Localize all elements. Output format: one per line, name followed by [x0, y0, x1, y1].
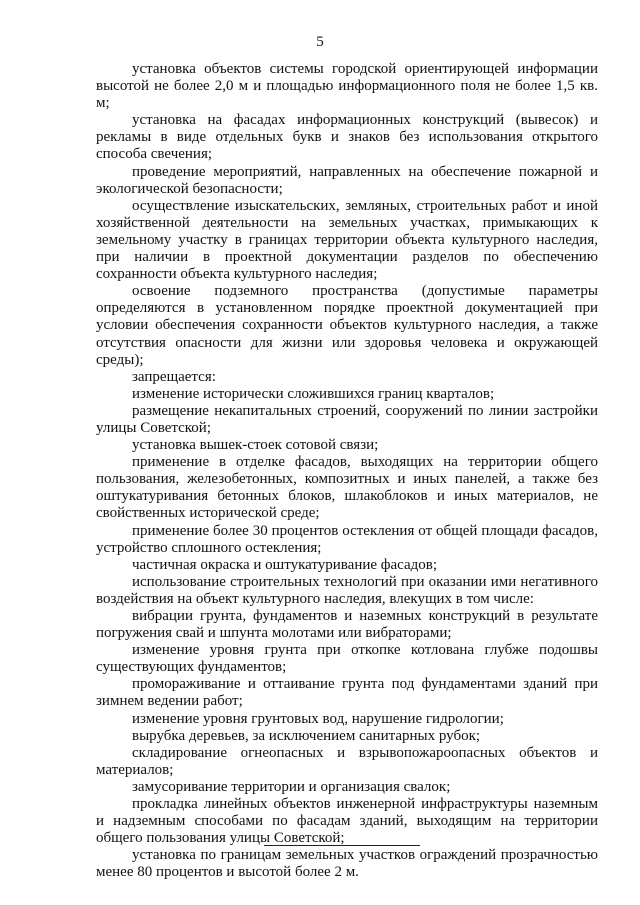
paragraph-fire-safety: проведение мероприятий, направленных на обеспечение пожарной и экологической безопасности;: [96, 163, 598, 197]
paragraph-cell-towers: установка вышек-стоек сотовой связи;: [132, 437, 379, 454]
paragraph-tree-felling: вырубка деревьев, за исключением санитарных рубок;: [132, 727, 481, 744]
paragraph-temporary-buildings: размещение некапитальных строений, сооружений по линии застройки улицы Советской;: [96, 402, 598, 436]
paragraph-city-orientation-info: установка объектов системы городской ориентирующей информации высотой не более 2,0 м и площадью информационного поля не более 1,5 кв. м;: [96, 61, 598, 112]
paragraph-survey-works: осуществление изыскательских, земляных, строительных работ и иной хозяйственной деятельности на земельных участках, примыкающих к земельному участку в границах территории объекта культурного наследия, при наличии в проектной документации разделов по обеспечению сохранности объекта культурного наследия;: [96, 197, 598, 283]
paragraph-linear-infrastructure: прокладка линейных объектов инженерной инфраструктуры наземным и надземным способами по фасадам зданий, выходящим на территории общего пользования улицы Советской;: [96, 796, 598, 847]
paragraph-hazardous-storage: складирование огнеопасных и взрывопожароопасных объектов и материалов;: [96, 744, 598, 778]
paragraph-ground-vibration: вибрации грунта, фундаментов и наземных конструкций в результате погружения свай и шпунта молотами или вибраторами;: [96, 608, 598, 642]
paragraph-littering: замусоривание территории и организация свалок;: [132, 778, 451, 795]
paragraph-facade-panels: применение в отделке фасадов, выходящих на территории общего пользования, железобетонных, композитных и иных панелей, а также без оштукатуривания бетонных блоков, шлакоблоков и иных материалов, не свойственных исторической среде;: [96, 454, 598, 522]
paragraph-prohibited-heading: запрещается:: [132, 368, 216, 385]
page-number: 5: [316, 34, 324, 50]
paragraph-glazing: применение более 30 процентов остекления от общей площади фасадов, устройство сплошного остекления;: [96, 522, 598, 556]
paragraph-groundwater: изменение уровня грунтовых вод, нарушение гидрологии;: [132, 710, 504, 727]
paragraph-fences: установка по границам земельных участков ограждений прозрачностью менее 80 процентов и высотой более 2 м.: [96, 847, 598, 881]
closing-separator-line: [264, 845, 420, 846]
paragraph-quarter-boundaries: изменение исторически сложившихся границ кварталов;: [132, 385, 495, 402]
body-text: [96, 61, 598, 882]
paragraph-underground-space: освоение подземного пространства (допустимые параметры определяются в установленном порядке проектной документацией при условии обеспечения сохранности объектов культурного наследия, а также отсутствия опасности для жизни или здоровья человека и окружающей среды);: [96, 283, 598, 368]
paragraph-facade-signs: установка на фасадах информационных конструкций (вывесок) и рекламы в виде отдельных букв и знаков без использования открытого способа свечения;: [96, 112, 598, 163]
paragraph-ground-level-change: изменение уровня грунта при откопке котлована глубже подошвы существующих фундаментов;: [96, 642, 598, 676]
paragraph-partial-painting: частичная окраска и оштукатуривание фасадов;: [132, 556, 438, 573]
paragraph-ground-freezing: промораживание и оттаивание грунта под фундаментами зданий при зимнем ведении работ;: [96, 676, 598, 710]
paragraph-construction-technologies: использование строительных технологий при оказании ими негативного воздействия на объект культурного наследия, влекущих в том числе:: [96, 573, 598, 607]
